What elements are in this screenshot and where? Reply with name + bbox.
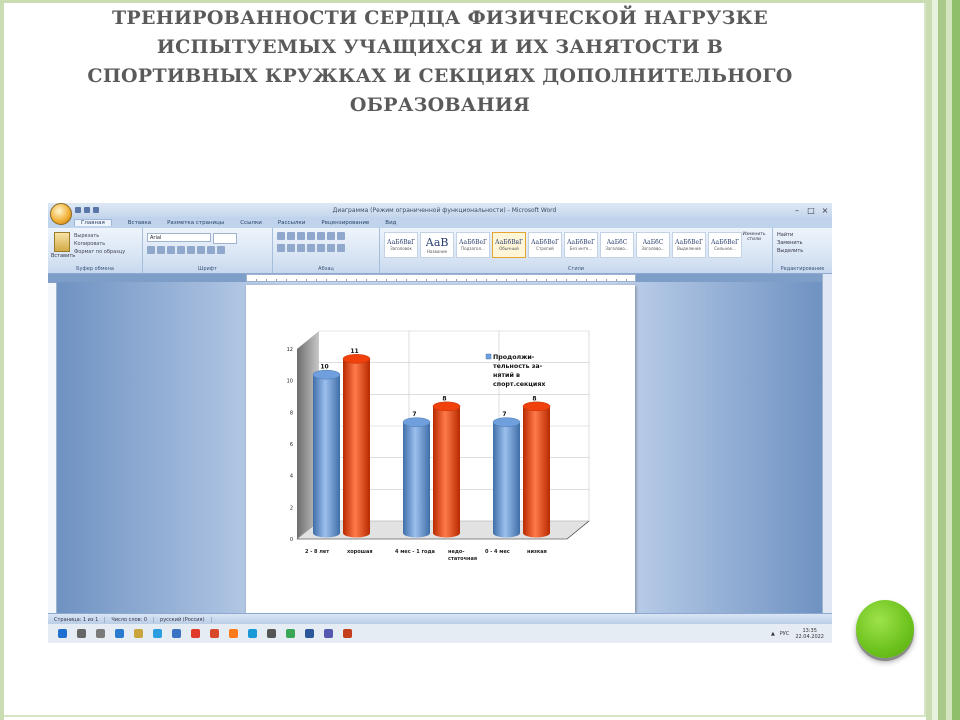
save-icon[interactable]: [75, 207, 81, 213]
subscript-icon[interactable]: [187, 246, 195, 254]
slide-side-stripes: [926, 0, 960, 720]
bar-cylinder: [493, 422, 520, 537]
style-tile[interactable]: [708, 232, 742, 258]
ribbon: [48, 228, 832, 274]
style-sample: АаБбС: [606, 239, 628, 246]
slide-title-line: ИСПЫТУЕМЫХ УЧАЩИХСЯ И ИХ ЗАНЯТОСТИ В: [156, 36, 724, 58]
data-label: 8: [442, 395, 447, 403]
ribbon-tabs: [48, 217, 832, 228]
window-titlebar: [48, 203, 832, 217]
bar-cylinder: [313, 375, 340, 538]
style-sample: АаБбВеГ: [710, 239, 740, 246]
slide-title-line: ТРЕНИРОВАННОСТИ СЕРДЦА ФИЗИЧЕСКОЙ НАГРУЗКЕ: [111, 7, 768, 29]
word-icon[interactable]: [305, 629, 314, 638]
style-sample: АаБбВвГ: [495, 239, 523, 246]
style-tile[interactable]: [672, 232, 706, 258]
y-tick-label: 6: [289, 442, 293, 448]
vertical-scrollbar[interactable]: [822, 274, 832, 613]
align-center-icon[interactable]: [287, 244, 295, 252]
clock-time: 13:35: [802, 627, 817, 634]
style-caption: Подзагол...: [461, 246, 485, 251]
style-tile[interactable]: [528, 232, 562, 258]
y-tick-label: 8: [289, 410, 293, 417]
status-words[interactable]: Число слов: 0: [111, 617, 154, 623]
status-language[interactable]: русский (Россия): [160, 617, 211, 623]
style-caption: Заголово...: [605, 246, 629, 251]
task-view-icon[interactable]: [96, 629, 105, 638]
style-sample: АаБбВеГ: [530, 239, 560, 246]
undo-icon[interactable]: [84, 207, 90, 213]
frame-stripe: [952, 0, 960, 720]
font-group-label: Шрифт: [198, 266, 217, 272]
network-icon[interactable]: ▲: [770, 630, 775, 637]
paragraph-tools-row-1: [277, 232, 379, 240]
office-button[interactable]: [50, 203, 72, 225]
remote-desktop-icon[interactable]: [115, 629, 124, 638]
style-caption: Строгий: [536, 246, 554, 251]
window-title: Диаграмма (Режим ограниченной функциональности) - Microsoft Word: [332, 206, 557, 214]
format-painter-button[interactable]: Формат по образцу: [74, 249, 126, 255]
tab-review[interactable]: Рецензирование: [321, 219, 370, 226]
font-name-select[interactable]: Arial: [147, 233, 211, 242]
powerpoint-icon[interactable]: [343, 629, 352, 638]
select-button[interactable]: Выделить: [777, 248, 804, 254]
data-label: 10: [320, 363, 329, 371]
y-tick-label: 10: [286, 378, 293, 385]
data-label: 7: [502, 411, 507, 419]
tab-mailings[interactable]: Рассылки: [277, 219, 306, 226]
x-category-label: 0 - 4 мес: [485, 549, 510, 555]
highlight-icon[interactable]: [207, 246, 215, 254]
style-caption: Без инте...: [569, 246, 593, 251]
y-tick-label: 0: [289, 537, 293, 543]
y-tick-label: 2: [289, 505, 293, 512]
start-icon[interactable]: [58, 629, 67, 638]
x-category-label: 4 мес - 1 года: [395, 549, 435, 555]
slide-accent-circle: [856, 600, 914, 658]
data-label: 8: [532, 395, 537, 403]
style-tile[interactable]: [564, 232, 598, 258]
style-tile[interactable]: [456, 232, 490, 258]
decrease-indent-icon[interactable]: [307, 232, 315, 240]
clock[interactable]: [795, 628, 824, 640]
y-tick-label: 12: [286, 347, 293, 353]
bar-top: [313, 370, 340, 379]
vertical-ruler[interactable]: [48, 283, 57, 613]
data-label: 7: [412, 411, 417, 419]
slide-title: [60, 4, 820, 120]
increase-indent-icon[interactable]: [317, 232, 325, 240]
bar-top: [433, 402, 460, 411]
font-tools-row: [147, 246, 272, 254]
underline-icon[interactable]: [167, 246, 175, 254]
justify-icon[interactable]: [307, 244, 315, 252]
paste-button[interactable]: Вставить: [51, 253, 76, 259]
find-button[interactable]: Найти: [777, 232, 794, 238]
font-size-select[interactable]: [213, 233, 237, 244]
system-tray: [771, 628, 832, 640]
clock-date: 22.04.2022: [795, 633, 824, 640]
bar-top: [403, 418, 430, 427]
superscript-icon[interactable]: [197, 246, 205, 254]
font-color-icon[interactable]: [217, 246, 225, 254]
clipboard-group-label: Буфер обмена: [76, 266, 114, 272]
bar-cylinder: [523, 406, 550, 537]
horizontal-ruler[interactable]: [246, 274, 636, 282]
shading-icon[interactable]: [327, 244, 335, 252]
multilevel-list-icon[interactable]: [297, 232, 305, 240]
bar-cylinder: [343, 359, 370, 538]
windows-taskbar: [48, 624, 832, 643]
pilcrow-icon[interactable]: [337, 232, 345, 240]
style-sample: АаБбВеГ: [566, 239, 596, 246]
editing-group-label: Редактирование: [780, 266, 825, 272]
style-sample: АаБбВвГ: [387, 239, 415, 246]
editing-group: [773, 228, 832, 273]
style-caption: Выделение: [677, 246, 701, 251]
cut-button[interactable]: Вырезать: [74, 233, 100, 239]
document-page[interactable]: [246, 285, 635, 613]
sort-icon[interactable]: [327, 232, 335, 240]
bullets-icon[interactable]: [277, 232, 285, 240]
telegram-icon[interactable]: [153, 629, 162, 638]
bar-cylinder: [403, 422, 430, 537]
close-button[interactable]: ×: [821, 205, 829, 215]
calculator-icon[interactable]: [267, 629, 276, 638]
style-tile[interactable]: [420, 232, 454, 258]
style-caption: Обычный: [499, 246, 519, 251]
slide-title-line: ОБРАЗОВАНИЯ: [349, 94, 531, 116]
frame-stripe: [938, 0, 946, 720]
style-tile[interactable]: [384, 232, 418, 258]
language-indicator[interactable]: РУС: [779, 630, 790, 637]
bar-cylinder: [433, 406, 460, 537]
style-tile[interactable]: [600, 232, 634, 258]
change-styles-button[interactable]: Изменить стили: [742, 232, 766, 242]
tab-page-layout[interactable]: Разметка страницы: [167, 219, 225, 226]
italic-icon[interactable]: [157, 246, 165, 254]
bold-icon[interactable]: [147, 246, 155, 254]
search-icon[interactable]: [77, 629, 86, 638]
chrome-icon[interactable]: [210, 629, 219, 638]
edge-icon[interactable]: [248, 629, 257, 638]
bar-top: [343, 354, 370, 363]
paragraph-tools-row-2: [277, 244, 379, 252]
borders-icon[interactable]: [337, 244, 345, 252]
paragraph-group: [273, 228, 380, 273]
line-spacing-icon[interactable]: [317, 244, 325, 252]
style-sample: АаБбВеГ: [674, 239, 704, 246]
style-sample: АаБбС: [642, 239, 664, 246]
word-window-screenshot: [48, 203, 832, 643]
align-left-icon[interactable]: [277, 244, 285, 252]
style-sample: АаБбВеГ: [458, 239, 488, 246]
tab-view[interactable]: Вид: [385, 219, 397, 226]
bar-top: [523, 402, 550, 411]
document-area: [57, 282, 823, 613]
tab-references[interactable]: Ссылки: [240, 219, 262, 226]
x-category-label: низкая: [527, 549, 547, 555]
status-page[interactable]: Страница: 1 из 1: [54, 617, 105, 623]
style-caption: Название: [426, 249, 448, 254]
x-category-label: статочная: [448, 556, 478, 562]
data-label: 11: [350, 347, 359, 355]
firefox-icon[interactable]: [229, 629, 238, 638]
legend-swatch: [486, 354, 491, 359]
teams-icon[interactable]: [324, 629, 333, 638]
chrome-icon[interactable]: [286, 629, 295, 638]
style-caption: Сильное...: [714, 246, 736, 251]
yandex-icon[interactable]: [191, 629, 200, 638]
legend-label: тельность за-: [493, 363, 543, 370]
x-category-label: 2 - 8 лет: [305, 549, 330, 555]
legend-label: Продолжи-: [493, 354, 535, 361]
styles-gallery: [384, 232, 772, 258]
app-icon[interactable]: [134, 629, 143, 638]
style-caption: Заголово...: [641, 246, 665, 251]
strikethrough-icon[interactable]: [177, 246, 185, 254]
font-group: [143, 228, 273, 273]
align-right-icon[interactable]: [297, 244, 305, 252]
chart-3d-cylinder-bar: [246, 285, 635, 613]
maximize-button[interactable]: □: [807, 205, 815, 215]
style-tile[interactable]: [636, 232, 670, 258]
replace-button[interactable]: Заменить: [777, 240, 803, 246]
bar-top: [493, 418, 520, 427]
legend-label: нятий в: [493, 372, 521, 379]
style-sample: АаВ: [425, 236, 449, 249]
x-category-label: недо-: [448, 549, 465, 555]
minimize-button[interactable]: –: [795, 205, 799, 215]
styles-group-label: Стили: [567, 266, 585, 272]
x-category-label: хорошая: [347, 549, 373, 555]
tab-home[interactable]: Главная: [74, 219, 112, 226]
app-icon[interactable]: [172, 629, 181, 638]
style-caption: Заголовок: [390, 246, 412, 251]
legend-label: спорт.секциях: [493, 381, 546, 388]
slide-title-line: СПОРТИВНЫХ КРУЖКАХ И СЕКЦИЯХ ДОПОЛНИТЕЛЬНОГО: [87, 65, 793, 87]
paste-icon[interactable]: [54, 232, 70, 252]
tab-insert[interactable]: Вставка: [127, 219, 152, 226]
paragraph-group-label: Абзац: [318, 266, 334, 272]
numbering-icon[interactable]: [287, 232, 295, 240]
style-tile[interactable]: [492, 232, 526, 258]
y-tick-label: 4: [289, 473, 293, 480]
copy-button[interactable]: Копировать: [74, 241, 106, 247]
styles-group: [380, 228, 773, 273]
clipboard-group: [48, 228, 143, 273]
